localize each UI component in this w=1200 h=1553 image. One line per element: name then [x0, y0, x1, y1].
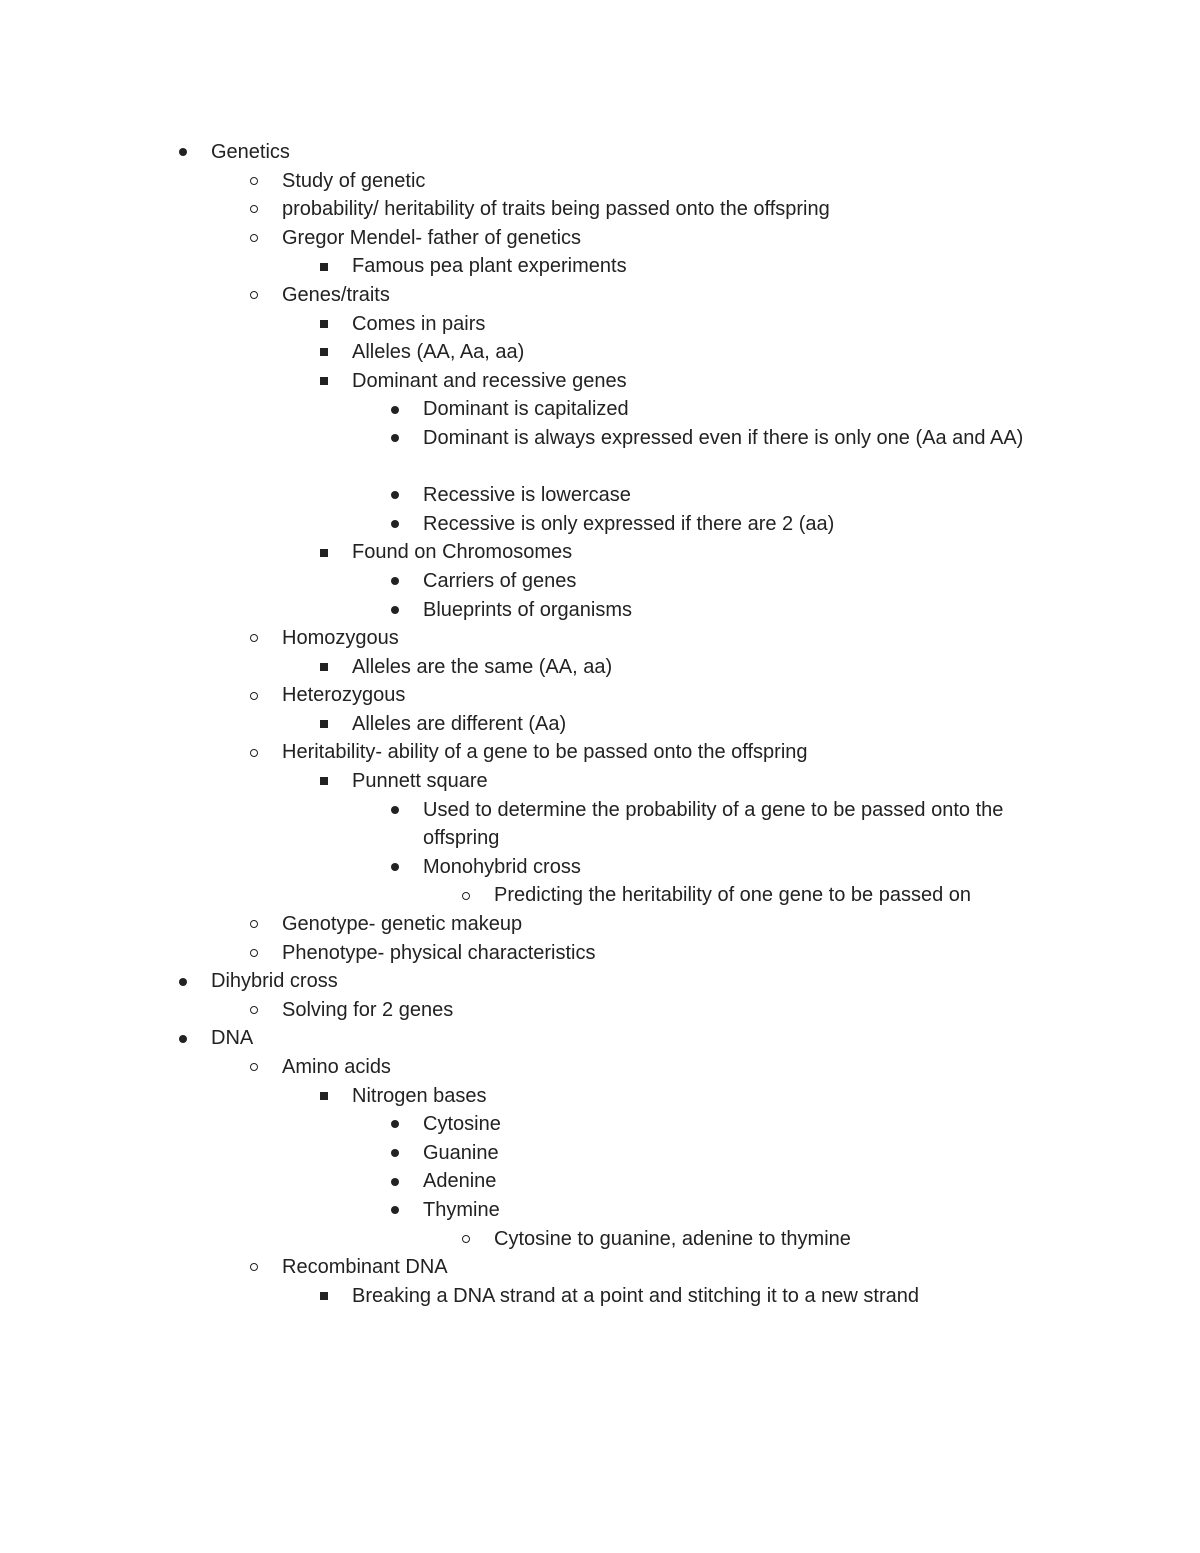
outline-item-text: Nitrogen bases — [352, 1084, 487, 1107]
outline-item-text: Recessive is only expressed if there are 2 (aa) — [423, 512, 835, 535]
circle-bullet-icon — [459, 1225, 473, 1254]
outline-item — [0, 596, 1200, 625]
circle-bullet-icon — [247, 939, 261, 968]
outline-item-text: Adenine — [423, 1170, 497, 1193]
outline-item — [0, 1282, 1200, 1311]
outline-item — [0, 338, 1200, 367]
outline-item-text: Gregor Mendel- father of genetics — [282, 226, 582, 249]
outline-item-text: Recombinant DNA — [282, 1256, 448, 1279]
disc-bullet-icon — [388, 1110, 402, 1139]
outline-item — [0, 796, 1200, 853]
disc-bullet-icon — [176, 1024, 190, 1053]
outline-item — [0, 1024, 1200, 1053]
disc-bullet-icon — [176, 967, 190, 996]
outline-item — [0, 252, 1200, 281]
outline-item — [0, 910, 1200, 939]
outline-item — [0, 367, 1200, 396]
outline-item — [0, 1082, 1200, 1111]
square-bullet-icon — [317, 252, 331, 281]
circle-bullet-icon — [247, 910, 261, 939]
outline-item-text: Genetics — [211, 141, 290, 163]
disc-bullet-icon — [388, 796, 402, 825]
outline-item — [0, 996, 1200, 1025]
circle-bullet-icon — [247, 195, 261, 224]
outline-item — [0, 881, 1200, 910]
circle-bullet-icon — [247, 996, 261, 1025]
outline-item — [0, 853, 1200, 882]
outline-item — [0, 481, 1200, 510]
outline-item-text: Alleles are the same (AA, aa) — [352, 655, 613, 678]
outline-item-text: Guanine — [423, 1141, 499, 1164]
circle-bullet-icon — [247, 224, 261, 253]
disc-bullet-icon — [388, 481, 402, 510]
outline-item-text: Alleles (AA, Aa, aa) — [352, 341, 525, 364]
outline-item — [0, 653, 1200, 682]
outline-item — [0, 1139, 1200, 1168]
outline-item-text: Study of genetic — [282, 169, 426, 192]
outline-item — [0, 167, 1200, 196]
outline-item — [0, 624, 1200, 653]
disc-bullet-icon — [388, 596, 402, 625]
outline-item — [0, 967, 1200, 996]
circle-bullet-icon — [247, 167, 261, 196]
outline-item — [0, 1053, 1200, 1082]
circle-bullet-icon — [247, 681, 261, 710]
outline-item-text: Solving for 2 genes — [282, 998, 454, 1021]
bullet-outline — [0, 138, 1200, 1310]
circle-bullet-icon — [247, 1253, 261, 1282]
outline-item-text: Predicting the heritability of one gene to be passed on — [494, 884, 971, 907]
outline-item — [0, 224, 1200, 253]
disc-bullet-icon — [388, 853, 402, 882]
outline-item — [0, 767, 1200, 796]
circle-bullet-icon — [247, 624, 261, 653]
outline-item — [0, 681, 1200, 710]
outline-item-text: Genotype- genetic makeup — [282, 913, 523, 936]
outline-item-text: Used to determine the probability of a gene to be passed onto the offspring — [423, 798, 1004, 850]
outline-item-text: Heterozygous — [282, 684, 406, 707]
disc-bullet-icon — [388, 510, 402, 539]
outline-item — [0, 738, 1200, 767]
outline-item-text: Thymine — [423, 1198, 500, 1221]
outline-item — [0, 424, 1200, 481]
outline-item-text: Cytosine to guanine, adenine to thymine — [494, 1227, 851, 1250]
outline-item — [0, 138, 1200, 167]
outline-item — [0, 510, 1200, 539]
outline-item — [0, 395, 1200, 424]
outline-item — [0, 310, 1200, 339]
outline-item — [0, 710, 1200, 739]
outline-item-text: Carriers of genes — [423, 569, 577, 592]
outline-item-text: Cytosine — [423, 1113, 501, 1136]
outline-item-text: Dominant and recessive genes — [352, 369, 627, 392]
outline-item-text: Dominant is always expressed even if there is only one (Aa and AA) — [423, 426, 1024, 449]
disc-bullet-icon — [388, 424, 402, 453]
outline-item-text: Blueprints of organisms — [423, 598, 632, 621]
outline-item — [0, 195, 1200, 224]
outline-item-text: Monohybrid cross — [423, 855, 581, 878]
outline-item-text: Genes/traits — [282, 283, 390, 306]
outline-item-text: probability/ heritability of traits being passed onto the offspring — [282, 198, 830, 221]
square-bullet-icon — [317, 710, 331, 739]
outline-item-text: Alleles are different (Aa) — [352, 712, 567, 735]
document-page — [0, 138, 1200, 1310]
outline-item-text: Dihybrid cross — [211, 970, 338, 993]
disc-bullet-icon — [176, 138, 190, 167]
disc-bullet-icon — [388, 1167, 402, 1196]
outline-item — [0, 281, 1200, 310]
outline-item — [0, 939, 1200, 968]
outline-item-text: Heritability- ability of a gene to be passed onto the offspring — [282, 741, 808, 764]
outline-item-text: Found on Chromosomes — [352, 541, 573, 564]
outline-item — [0, 538, 1200, 567]
outline-item-text: DNA — [211, 1027, 254, 1050]
outline-item — [0, 1225, 1200, 1254]
outline-item-text: Phenotype- physical characteristics — [282, 941, 596, 964]
disc-bullet-icon — [388, 567, 402, 596]
disc-bullet-icon — [388, 1139, 402, 1168]
outline-item — [0, 1253, 1200, 1282]
square-bullet-icon — [317, 1082, 331, 1111]
disc-bullet-icon — [388, 395, 402, 424]
square-bullet-icon — [317, 653, 331, 682]
disc-bullet-icon — [388, 1196, 402, 1225]
square-bullet-icon — [317, 1282, 331, 1311]
outline-item-text: Amino acids — [282, 1056, 391, 1078]
outline-item-text: Comes in pairs — [352, 312, 486, 335]
square-bullet-icon — [317, 538, 331, 567]
outline-item-text: Dominant is capitalized — [423, 398, 629, 421]
circle-bullet-icon — [247, 281, 261, 310]
circle-bullet-icon — [459, 881, 473, 910]
outline-item-text: Punnett square — [352, 770, 488, 793]
outline-item — [0, 1110, 1200, 1139]
outline-item-text: Breaking a DNA strand at a point and stitching it to a new strand — [352, 1284, 919, 1307]
square-bullet-icon — [317, 767, 331, 796]
outline-item-text: Recessive is lowercase — [423, 484, 631, 507]
outline-item — [0, 1196, 1200, 1225]
square-bullet-icon — [317, 310, 331, 339]
outline-item-text: Homozygous — [282, 627, 399, 650]
outline-item — [0, 567, 1200, 596]
circle-bullet-icon — [247, 738, 261, 767]
outline-item — [0, 1167, 1200, 1196]
outline-item-text: Famous pea plant experiments — [352, 255, 627, 278]
circle-bullet-icon — [247, 1053, 261, 1082]
square-bullet-icon — [317, 367, 331, 396]
square-bullet-icon — [317, 338, 331, 367]
